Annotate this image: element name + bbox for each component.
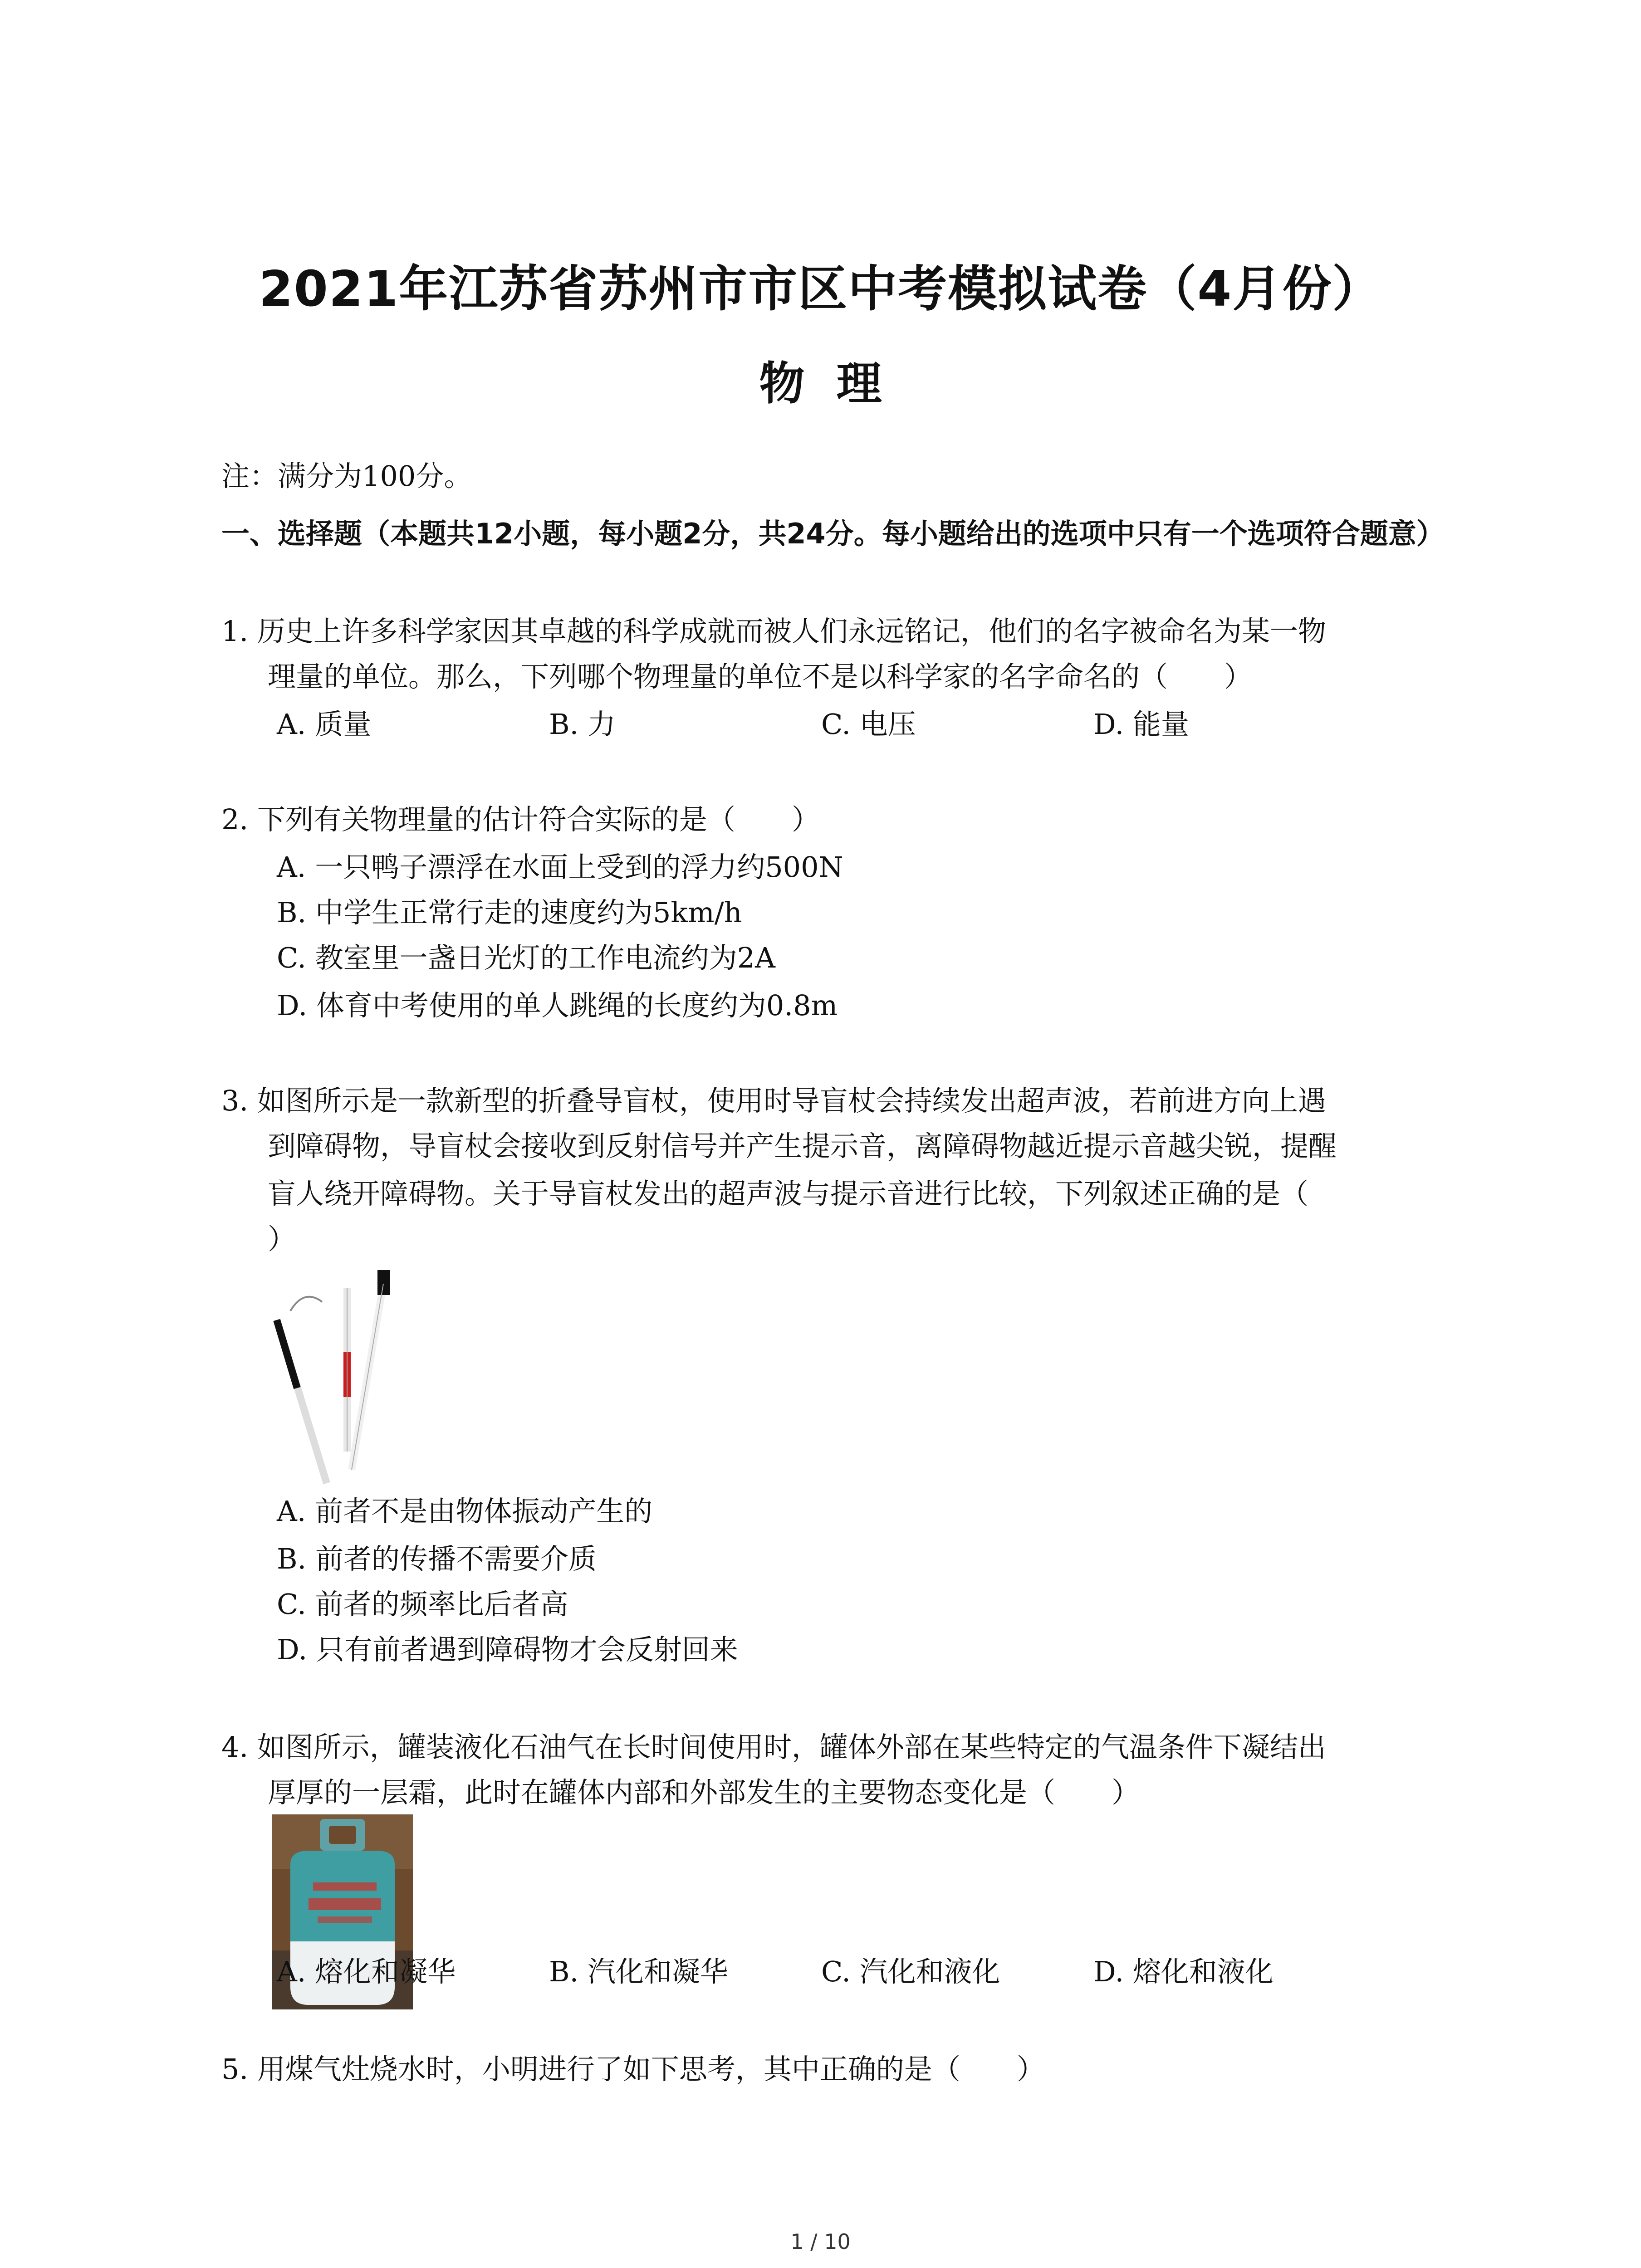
q1-option-c: C. 电压: [821, 708, 916, 741]
question-4-line-1: 4. 如图所示，罐装液化石油气在长时间使用时，罐体外部在某些特定的气温条件下凝结出: [221, 1730, 1326, 1764]
q4-option-c: C. 汽化和液化: [821, 1955, 1000, 1988]
q1-option-a: A. 质量: [277, 708, 372, 741]
q3-option-c: C. 前者的频率比后者高: [277, 1588, 568, 1621]
score-note: 注：满分为100分。: [221, 459, 472, 493]
q2-option-b: B. 中学生正常行走的速度约为5km/h: [277, 896, 742, 929]
q3-option-d: D. 只有前者遇到障碍物才会反射回来: [277, 1633, 738, 1666]
q2-option-c: C. 教室里一盏日光灯的工作电流约为2A: [277, 941, 775, 974]
subject-heading: 物理: [759, 357, 914, 410]
q1-option-d: D. 能量: [1093, 708, 1189, 741]
section-heading: 一、选择题（本题共12小题，每小题2分，共24分。每小题给出的选项中只有一个选项符合题意）: [221, 517, 1445, 550]
q2-option-a: A. 一只鸭子漂浮在水面上受到的浮力约500N: [277, 850, 843, 884]
q4-option-a: A. 熔化和凝华: [277, 1955, 456, 1988]
q3-option-b: B. 前者的传播不需要介质: [277, 1542, 597, 1575]
question-2-line-1: 2. 下列有关物理量的估计符合实际的是（ ）: [221, 803, 820, 836]
q4-option-d: D. 熔化和液化: [1093, 1955, 1274, 1988]
page-number: 1 / 10: [790, 2229, 851, 2254]
q1-option-b: B. 力: [549, 708, 616, 741]
question-5-line-1: 5. 用煤气灶烧水时，小明进行了如下思考，其中正确的是（ ）: [221, 2053, 1045, 2086]
question-3-line-2: 到障碍物，导盲杖会接收到反射信号并产生提示音，离障碍物越近提示音越尖锐，提醒: [268, 1129, 1337, 1163]
exam-title: 2021年江苏省苏州市市区中考模拟试卷（4月份）: [259, 261, 1382, 318]
question-3-line-4: ）: [268, 1222, 296, 1256]
question-1-line-1: 1. 历史上许多科学家因其卓越的科学成就而被人们永远铭记，他们的名字被命名为某一物: [221, 615, 1326, 648]
question-1-line-2: 理量的单位。那么，下列哪个物理量的单位不是以科学家的名字命名的（ ）: [268, 660, 1253, 693]
folding-cane-image: [272, 1270, 408, 1488]
question-3-line-1: 3. 如图所示是一款新型的折叠导盲杖，使用时导盲杖会持续发出超声波，若前进方向上遇: [221, 1084, 1326, 1117]
q3-option-a: A. 前者不是由物体振动产生的: [277, 1495, 653, 1528]
q4-option-b: B. 汽化和凝华: [549, 1955, 728, 1988]
question-3-line-3: 盲人绕开障碍物。关于导盲杖发出的超声波与提示音进行比较，下列叙述正确的是（: [268, 1177, 1309, 1210]
q2-option-d: D. 体育中考使用的单人跳绳的长度约为0.8m: [277, 989, 838, 1022]
question-4-line-2: 厚厚的一层霜，此时在罐体内部和外部发生的主要物态变化是（ ）: [268, 1776, 1140, 1809]
